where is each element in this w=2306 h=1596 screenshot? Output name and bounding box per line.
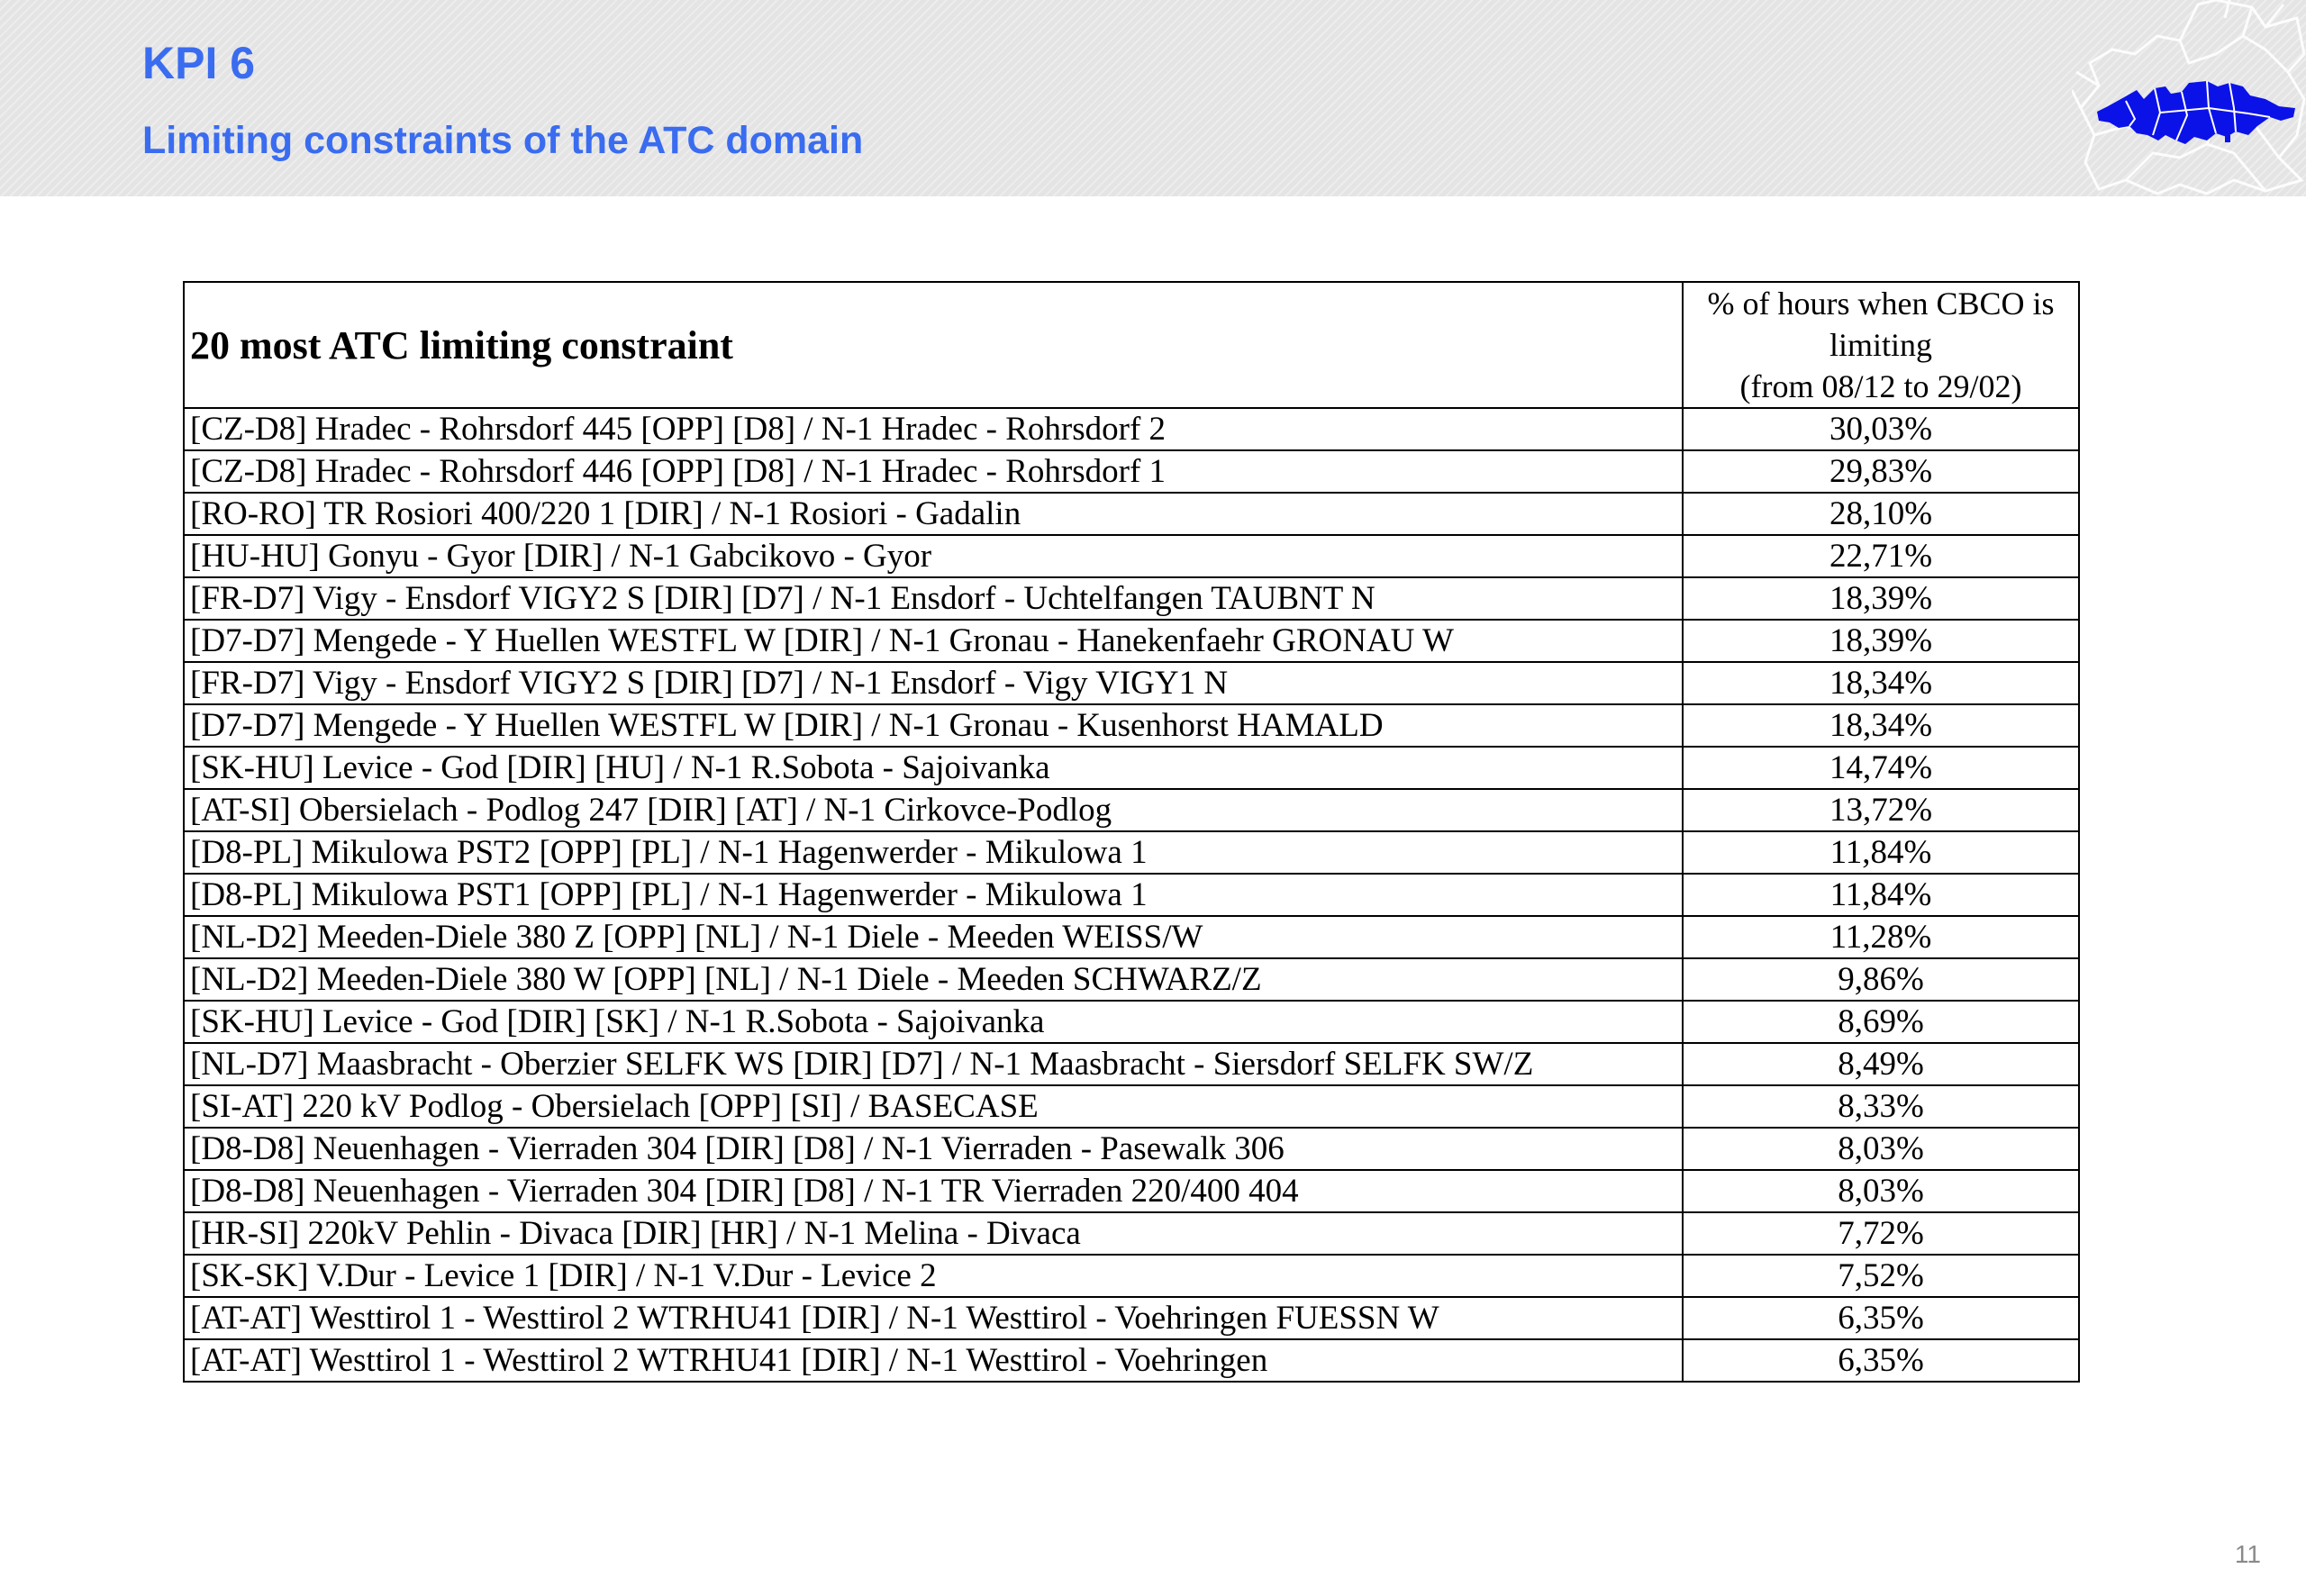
table-row xyxy=(184,493,2079,535)
constraint-cell: [AT-AT] Westtirol 1 - Westtirol 2 WTRHU41 [DIR] / N-1 Westtirol - Voehringen xyxy=(184,1339,1683,1382)
constraint-cell: [D7-D7] Mengede - Y Huellen WESTFL W [DIR] / N-1 Gronau - Hanekenfaehr GRONAU W xyxy=(184,620,1683,662)
table-row xyxy=(184,662,2079,704)
table-row xyxy=(184,1339,2079,1382)
percent-cell: 11,28% xyxy=(1683,916,2079,958)
percent-cell: 8,69% xyxy=(1683,1001,2079,1043)
percent-cell: 18,39% xyxy=(1683,620,2079,662)
table-row xyxy=(184,1128,2079,1170)
table-row xyxy=(184,874,2079,916)
percent-cell: 8,03% xyxy=(1683,1170,2079,1212)
constraint-cell: [NL-D2] Meeden-Diele 380 W [OPP] [NL] / N-1 Diele - Meeden SCHWARZ/Z xyxy=(184,958,1683,1001)
atc-constraints-table-wrapper xyxy=(183,281,2078,1383)
constraint-cell: [NL-D7] Maasbracht - Oberzier SELFK WS [DIR] [D7] / N-1 Maasbracht - Siersdorf SELFK SW/Z xyxy=(184,1043,1683,1085)
percent-cell: 7,52% xyxy=(1683,1255,2079,1297)
constraint-cell: [D8-PL] Mikulowa PST2 [OPP] [PL] / N-1 Hagenwerder - Mikulowa 1 xyxy=(184,831,1683,874)
constraint-cell: [D8-D8] Neuenhagen - Vierraden 304 [DIR] [D8] / N-1 TR Vierraden 220/400 404 xyxy=(184,1170,1683,1212)
atc-constraints-table xyxy=(183,281,2080,1383)
percent-cell: 11,84% xyxy=(1683,831,2079,874)
table-row xyxy=(184,1001,2079,1043)
percent-cell: 6,35% xyxy=(1683,1339,2079,1382)
constraint-cell: [FR-D7] Vigy - Ensdorf VIGY2 S [DIR] [D7] / N-1 Ensdorf - Uchtelfangen TAUBNT N xyxy=(184,577,1683,620)
column-header-percent-line: % of hours when CBCO is xyxy=(1707,286,2055,322)
table-row xyxy=(184,620,2079,662)
table-row xyxy=(184,1255,2079,1297)
constraint-cell: [D8-PL] Mikulowa PST1 [OPP] [PL] / N-1 Hagenwerder - Mikulowa 1 xyxy=(184,874,1683,916)
column-header-percent xyxy=(1683,282,2079,408)
table-row xyxy=(184,1085,2079,1128)
constraint-cell: [HR-SI] 220kV Pehlin - Divaca [DIR] [HR] / N-1 Melina - Divaca xyxy=(184,1212,1683,1255)
constraint-cell: [SK-HU] Levice - God [DIR] [HU] / N-1 R.Sobota - Sajoivanka xyxy=(184,747,1683,789)
constraint-cell: [SK-SK] V.Dur - Levice 1 [DIR] / N-1 V.Dur - Levice 2 xyxy=(184,1255,1683,1297)
constraint-cell: [D8-D8] Neuenhagen - Vierraden 304 [DIR] [D8] / N-1 Vierraden - Pasewalk 306 xyxy=(184,1128,1683,1170)
table-row xyxy=(184,831,2079,874)
constraint-cell: [AT-AT] Westtirol 1 - Westtirol 2 WTRHU41 [DIR] / N-1 Westtirol - Voehringen FUESSN W xyxy=(184,1297,1683,1339)
table-row xyxy=(184,1212,2079,1255)
column-header-constraint: 20 most ATC limiting constraint xyxy=(184,282,1683,408)
percent-cell: 11,84% xyxy=(1683,874,2079,916)
page-subtitle: Limiting constraints of the ATC domain xyxy=(142,119,864,162)
constraint-cell: [AT-SI] Obersielach - Podlog 247 [DIR] [AT] / N-1 Cirkovce-Podlog xyxy=(184,789,1683,831)
constraint-cell: [SK-HU] Levice - God [DIR] [SK] / N-1 R.Sobota - Sajoivanka xyxy=(184,1001,1683,1043)
table-body xyxy=(184,408,2079,1382)
constraint-cell: [CZ-D8] Hradec - Rohrsdorf 446 [OPP] [D8] / N-1 Hradec - Rohrsdorf 1 xyxy=(184,450,1683,493)
percent-cell: 14,74% xyxy=(1683,747,2079,789)
table-row xyxy=(184,958,2079,1001)
table-row xyxy=(184,535,2079,577)
percent-cell: 29,83% xyxy=(1683,450,2079,493)
page-title: KPI 6 xyxy=(142,38,256,88)
page-number: 11 xyxy=(2234,1540,2261,1568)
percent-cell: 28,10% xyxy=(1683,493,2079,535)
column-header-percent-line: limiting xyxy=(1829,327,1932,363)
constraint-cell: [SI-AT] 220 kV Podlog - Obersielach [OPP] [SI] / BASECASE xyxy=(184,1085,1683,1128)
percent-cell: 8,03% xyxy=(1683,1128,2079,1170)
table-row xyxy=(184,704,2079,747)
table-row xyxy=(184,747,2079,789)
percent-cell: 9,86% xyxy=(1683,958,2079,1001)
percent-cell: 13,72% xyxy=(1683,789,2079,831)
column-header-percent-line: (from 08/12 to 29/02) xyxy=(1739,368,2022,404)
constraint-cell: [HU-HU] Gonyu - Gyor [DIR] / N-1 Gabcikovo - Gyor xyxy=(184,535,1683,577)
table-row xyxy=(184,408,2079,450)
table-row xyxy=(184,1297,2079,1339)
constraint-cell: [CZ-D8] Hradec - Rohrsdorf 445 [OPP] [D8] / N-1 Hradec - Rohrsdorf 2 xyxy=(184,408,1683,450)
table-row xyxy=(184,577,2079,620)
table-row xyxy=(184,450,2079,493)
header-band xyxy=(0,0,2306,196)
constraint-cell: [RO-RO] TR Rosiori 400/220 1 [DIR] / N-1 Rosiori - Gadalin xyxy=(184,493,1683,535)
table-row xyxy=(184,1043,2079,1085)
percent-cell: 22,71% xyxy=(1683,535,2079,577)
table-row xyxy=(184,789,2079,831)
constraint-cell: [NL-D2] Meeden-Diele 380 Z [OPP] [NL] / N-1 Diele - Meeden WEISS/W xyxy=(184,916,1683,958)
percent-cell: 6,35% xyxy=(1683,1297,2079,1339)
table-row xyxy=(184,1170,2079,1212)
constraint-cell: [FR-D7] Vigy - Ensdorf VIGY2 S [DIR] [D7] / N-1 Ensdorf - Vigy VIGY1 N xyxy=(184,662,1683,704)
percent-cell: 18,34% xyxy=(1683,662,2079,704)
percent-cell: 8,49% xyxy=(1683,1043,2079,1085)
atc-region-shape xyxy=(2097,81,2295,144)
percent-cell: 30,03% xyxy=(1683,408,2079,450)
percent-cell: 8,33% xyxy=(1683,1085,2079,1128)
percent-cell: 7,72% xyxy=(1683,1212,2079,1255)
percent-cell: 18,34% xyxy=(1683,704,2079,747)
table-row xyxy=(184,916,2079,958)
europe-map-logo-icon xyxy=(2072,0,2306,196)
constraint-cell: [D7-D7] Mengede - Y Huellen WESTFL W [DIR] / N-1 Gronau - Kusenhorst HAMALD xyxy=(184,704,1683,747)
percent-cell: 18,39% xyxy=(1683,577,2079,620)
table-header-row xyxy=(184,282,2079,408)
